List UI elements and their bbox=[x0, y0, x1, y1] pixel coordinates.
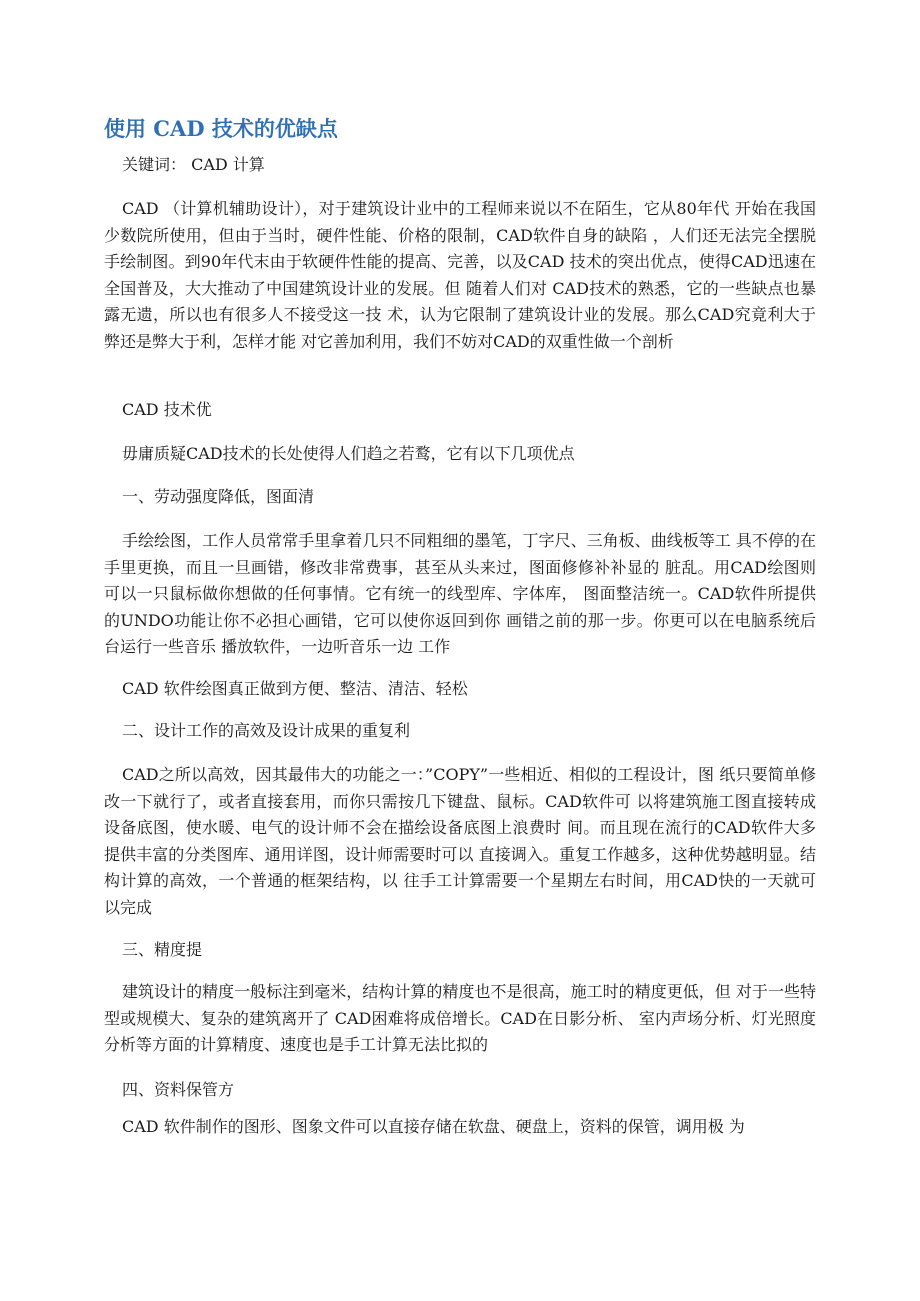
advantages-intro: 毋庸质疑CAD技术的长处使得人们趋之若鹜，它有以下几项优点 bbox=[122, 444, 575, 463]
document-title: 使用 CAD 技术的优缺点 bbox=[104, 116, 338, 141]
precision-paragraph: 建筑设计的精度一般标注到毫米，结构计算的精度也不是很高，施工时的精度更低，但 对于一些特型或规模大、复杂的建筑离开了 CAD困难将成倍增长。CAD在日影分析、 室内声场分析、灯光照度分析等方面的计算精度、速度也是手工计算无法比拟的 bbox=[104, 982, 816, 1055]
intro-paragraph: CAD （计算机辅助设计），对于建筑设计业中的工程师来说以不在陌生，它从80年代 开始在我国少数院所使用，但由于当时，硬件性能、价格的限制，CAD软件自身的缺陷 ，人们还无法完全摆脱手绘制图。到90年代末由于软硬件性能的提高、完善，以及CAD 技术的突出优点，使得CAD迅速在全国普及，大大推动了中国建筑设计业的发展。但 随着人们对 CAD技术的熟悉，它的一些缺点也暴露无遗，所以也有很多人不接受这一技 术，认为它限制了建筑设计业的发展。那么CAD究竟利大于弊还是弊大于利，怎样才能 对它善加利用，我们不妨对CAD的双重性做一个剖析 bbox=[104, 199, 816, 351]
point-3-heading: 三、精度提 bbox=[122, 940, 203, 959]
point-2-heading: 二、设计工作的高效及设计成果的重复利 bbox=[122, 721, 411, 740]
summary-line-1: CAD 软件绘图真正做到方便、整洁、清洁、轻松 bbox=[122, 679, 468, 698]
point-4-heading: 四、资料保管方 bbox=[122, 1080, 235, 1099]
efficiency-paragraph: CAD之所以高效，因其最伟大的功能之一：”COPY”一些相近、相似的工程设计，图 纸只要简单修改一下就行了，或者直接套用，而你只需按几下键盘、鼠标。CAD软件可 以将建筑施工图直接转成设备底图，使水暖、电气的设计师不会在描绘设备底图上浪费时 间。而且现在流行的CAD软件大多提供丰富的分类图库、通用详图，设计师需要时可以 直接调入。重复工作越多，这种优势越明显。结构计算的高效，一个普通的框架结构，以 往手工计算需要一个星期左右时间，用CAD快的一天就可以完成 bbox=[104, 765, 816, 917]
storage-paragraph: CAD 软件制作的图形、图象文件可以直接存储在软盘、硬盘上，资料的保管，调用极 为 bbox=[122, 1117, 745, 1136]
advantages-heading: CAD 技术优 bbox=[122, 400, 212, 419]
handdraw-paragraph: 手绘绘图，工作人员常常手里拿着几只不同粗细的墨笔，丁字尺、三角板、曲线板等工 具不停的在手里更换，而且一旦画错，修改非常费事，甚至从头来过，图面修修补补显的 脏乱。用CAD绘图则可以一只鼠标做你想做的任何事情。它有统一的线型库、字体库， 图面整洁统一。CAD软件所提供的UNDO功能让你不必担心画错，它可以使你返回到你 画错之前的那一步。你更可以在电脑系统后台运行一些音乐 播放软件，一边听音乐一边 工作 bbox=[104, 531, 816, 657]
point-1-heading: 一、劳动强度降低，图面清 bbox=[122, 487, 315, 506]
keywords-line: 关键词： CAD 计算 bbox=[122, 155, 265, 174]
